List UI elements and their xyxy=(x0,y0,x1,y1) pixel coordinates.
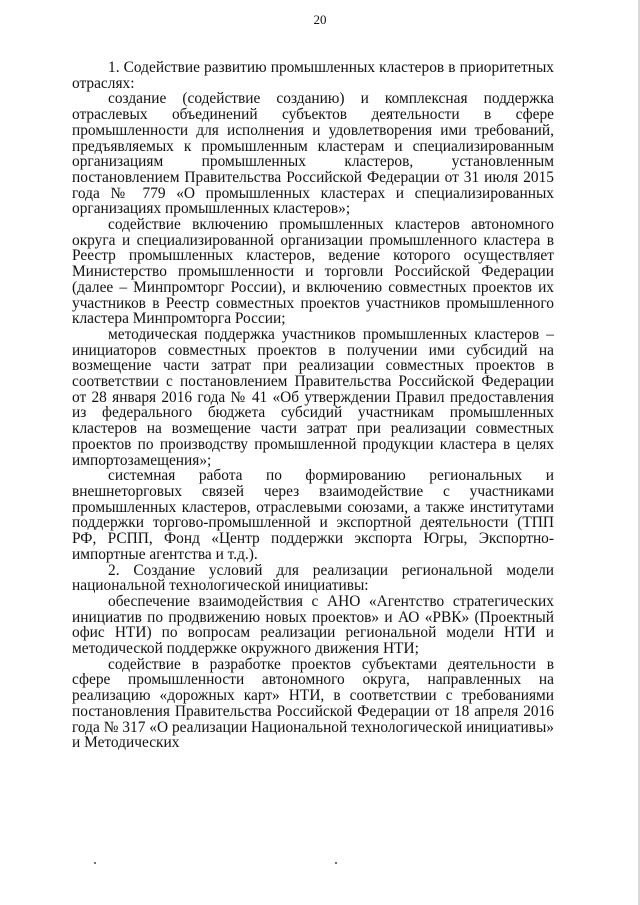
scan-artifact-dot xyxy=(94,862,96,864)
paragraph-foreign-trade-relations: системная работа по формированию региональных и внешнеторговых связей через взаимодействие с участниками промышленных кластеров, отраслевыми союзами, а также институтами поддержки торгово-промышленной и экспортной деятельности (ТПП РФ, РСПП, Фонд «Центр поддержки экспорта Югры, Экспортно-импортные агентства и т.д.). xyxy=(72,467,554,563)
scan-artifact-dot xyxy=(335,862,337,864)
paragraph-nti-roadmaps: содействие в разработке проектов субъектами деятельности в сфере промышленности автономного округа, направленных на реализацию «дорожных карт» НТИ, в соответствии с требованиями постановления Правительства Российской Федерации от 18 апреля 2016 года № 317 «О реализации Национальной технологической инициативы» и Методических xyxy=(72,655,554,752)
document-body xyxy=(72,60,554,751)
paragraph-methodical-support: методическая поддержка участников промышленных кластеров – инициаторов совместных проектов в получении ими субсидий на возмещение части затрат при реализации совместных проектов в соответствии с постановлением Правительства Российской Федерации от 28 января 2016 года № 41 «Об утверждении Правил предоставления из федерального бюджета субсидий участникам промышленных кластеров на возмещение части затрат при реализации совместных проектов по производству промышленной продукции кластера в целях импортозамещения»; xyxy=(72,325,554,469)
paragraph-section-1-heading: 1. Содействие развитию промышленных кластеров в приоритетных отраслях: xyxy=(72,59,554,92)
paragraph-interaction-asi-rvc: обеспечение взаимодействия с АНО «Агентство стратегических инициатив по продвижению новых проектов» и АО «РВК» (Проектный офис НТИ) по вопросам реализации региональной модели НТИ и методической поддержке окружного движения НТИ; xyxy=(72,592,554,658)
page-number: 20 xyxy=(313,12,327,27)
paragraph-cluster-creation: создание (содействие созданию) и комплексная поддержка отраслевых объединений субъектов деятельности в сфере промышленности для исполнения и удовлетворения ими требований, предъявляемых к промышленным кластерам и специализированным организациям промышленных кластеров, установленным постановлением Правительства Российской Федерации от 31 июля 2015 года № 779 «О промышленных кластерах и специализированных организациях промышленных кластеров»; xyxy=(72,90,554,218)
paragraph-section-2-heading: 2. Создание условий для реализации региональной модели национальной технологической инициативы: xyxy=(72,561,554,595)
paragraph-cluster-registry: содействие включению промышленных кластеров автономного округа и специализированной организации промышленного кластера в Реестр промышленных кластеров, ведение которого осуществляет Министерство промышленности и торговли Российской Федерации (далее – Минпромторг России), и включению совместных проектов их участников в Реестр совместных проектов участников промышленного кластера Минпромторга России; xyxy=(72,216,554,328)
